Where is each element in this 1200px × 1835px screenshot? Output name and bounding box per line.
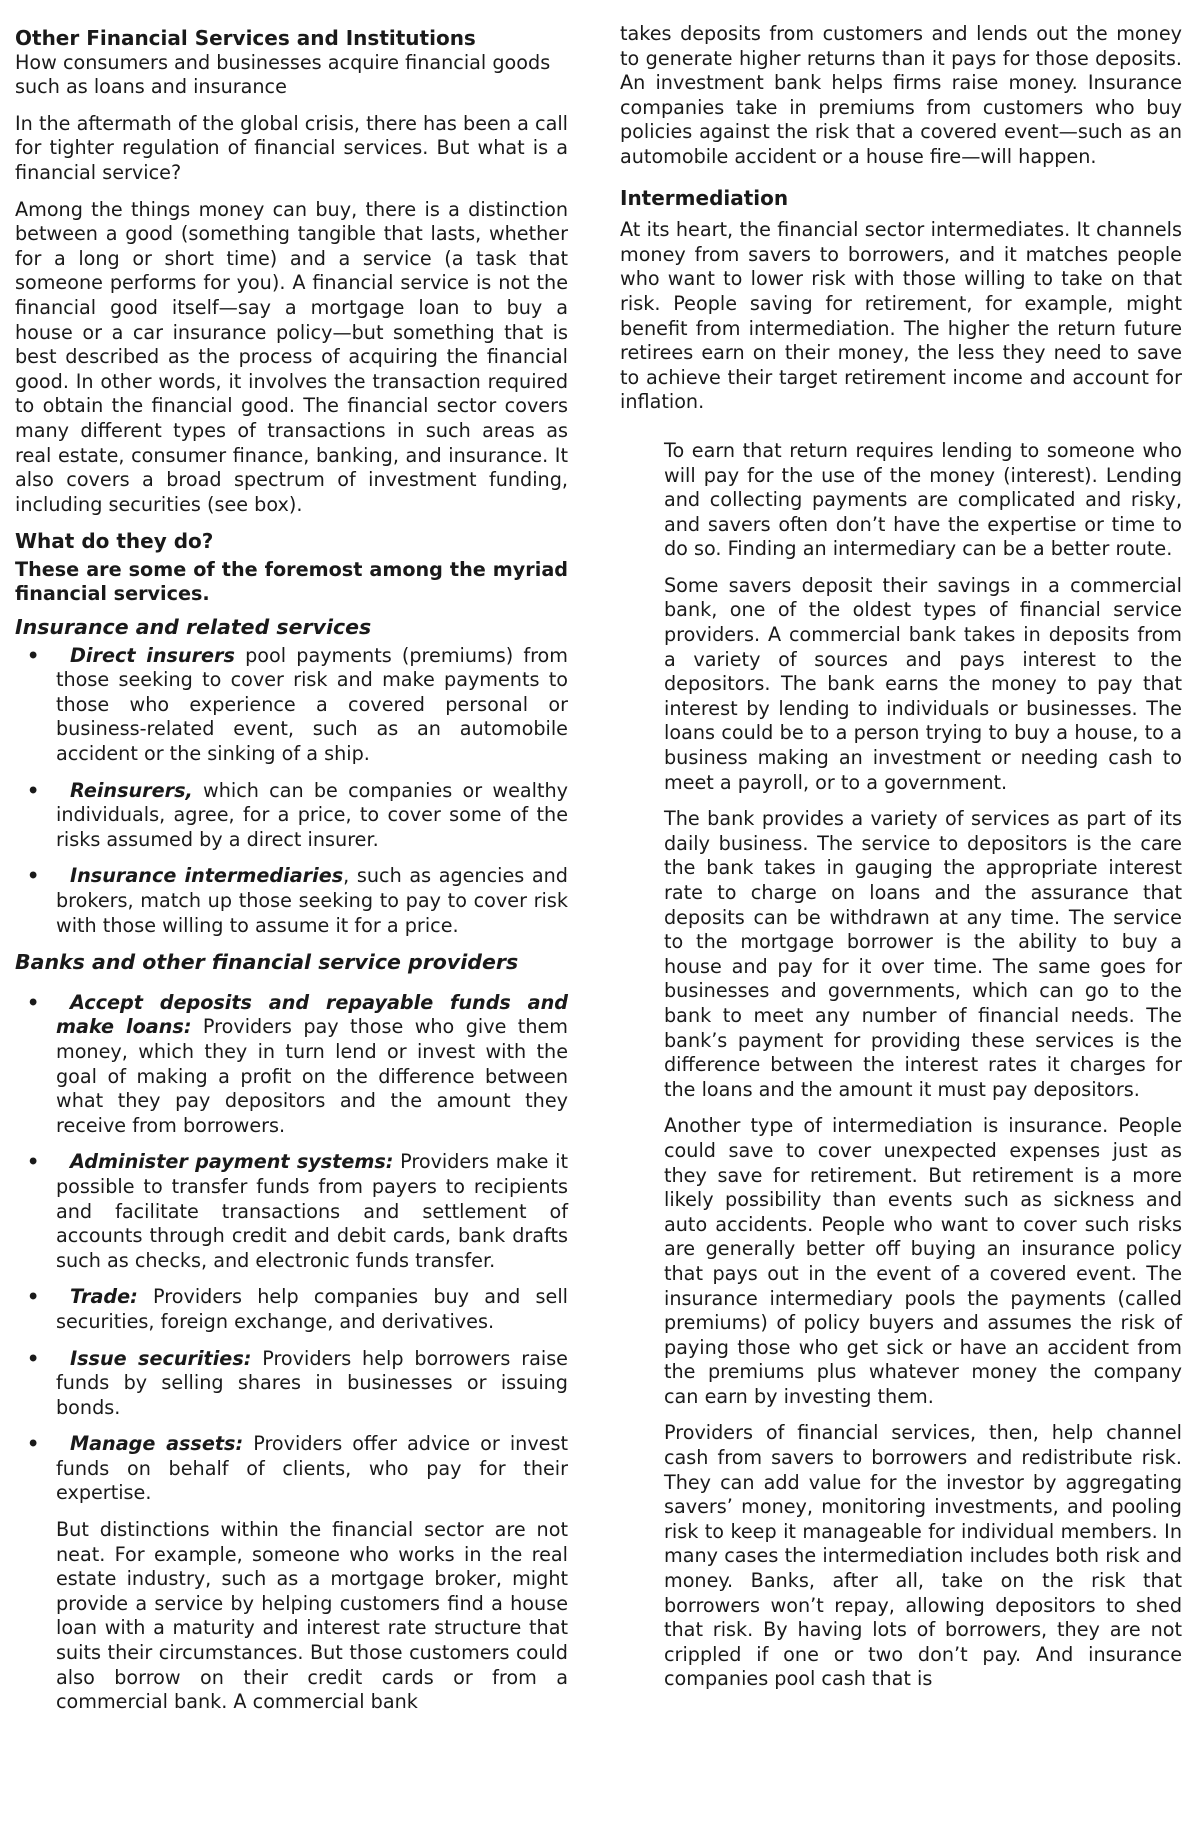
intermediation-heading: Intermediation — [620, 185, 789, 210]
list-item-trade — [15, 1285, 568, 1334]
intermediation-paragraph-4: The bank provides a variety of services as part of its daily business. The service to depositors is the care the bank takes in gauging the appropriate interest rate to charge on loans and the assurance that deposits can be withdrawn at any time. The service to the mortgage borrower is the ability to buy a house and pay for it over time. The same goes for businesses and governments, which can go to the bank to meet any number of financial needs. The bank’s payment for providing these services is the difference between the interest rates it charges for the loans and the amount it must pay depositors. — [664, 807, 1182, 1101]
article-subtitle: How consumers and businesses acquire financial goods such as loans and insurance — [15, 50, 551, 99]
list-item-term: Issue securities: — [70, 1346, 252, 1370]
list-item-term: Direct insurers — [70, 643, 235, 667]
list-item-term: Reinsurers, — [70, 778, 193, 802]
bullet-icon: • — [27, 1346, 40, 1370]
bullet-icon: • — [27, 864, 40, 888]
intro-paragraph: In the aftermath of the global crisis, there has been a call for tighter regulation of financial services. But what is a financial service? — [15, 111, 568, 184]
list-item-term: Insurance intermediaries — [70, 864, 344, 888]
insurance-heading: Insurance and related services — [15, 615, 372, 640]
list-item-text: which can be companies or wealthy individuals, agree, for a price, to cover some of the risks assumed by a direct insurer. — [56, 778, 568, 851]
box-closing-continued: takes deposits from customers and lends out the money to generate higher returns than it pays for those deposits. An investment bank helps firms raise money. Insurance companies take in premiums from customers who buy policies against the risk that a covered event—such as an automobile accident or a house fire—will happen. — [620, 22, 1182, 168]
box-closing-paragraph: But distinctions within the financial sector are not neat. For example, someone who works in the real estate industry, such as a mortgage broker, might provide a service by helping customers find a house loan with a maturity and interest rate structure that suits their circumstances. But those customers could also borrow on their credit cards or from a commercial bank. A commercial bank — [56, 1518, 568, 1714]
right-column — [620, 22, 1182, 1704]
article-title: Other Financial Services and Institutions — [15, 26, 476, 50]
intermediation-paragraph-6: Providers of financial services, then, help channel cash from savers to borrowers and redistribute risk. They can add value for the investor by aggregating savers’ money, monitoring investments, and pooling risk to keep it manageable for individual members. In many cases the intermediation includes both risk and money. Banks, after all, take on the risk that borrowers won’t repay, allowing depositors to shed that risk. By having lots of borrowers, they are not crippled if one or two don’t pay. And insurance companies pool cash that is — [664, 1421, 1182, 1691]
bullet-icon: • — [27, 990, 40, 1014]
intermediation-paragraph-3: Some savers deposit their savings in a commercial bank, one of the oldest types of financial service providers. A commercial bank takes in deposits from a variety of sources and pays interest to the depositors. The bank earns the money to pay that interest by lending to individuals or businesses. The loans could be to a person trying to buy a house, to a business making an investment or needing cash to meet a payroll, or to a government. — [664, 573, 1182, 794]
list-item-text: pool payments (premiums) from those seeking to cover risk and make payments to those who experience a covered personal or business-related event, such as an automobile accident or the sinking of a ship. — [56, 643, 568, 766]
intermediation-paragraph-5: Another type of intermediation is insurance. People could save to cover unexpected expenses just as they save for retirement. But retirement is a more likely possibility than events such as sickness and auto accidents. People who want to cover such risks are generally better off buying an insurance policy that pays out in the event of a covered event. The insurance intermediary pools the payments (called premiums) of policy buyers and assumes the risk of paying those who get sick or have an accident from the premiums plus whatever money the company can earn by investing them. — [664, 1114, 1182, 1408]
bullet-icon: • — [27, 1432, 40, 1456]
list-item-issue-securities — [15, 1347, 568, 1421]
bullet-icon: • — [27, 1285, 40, 1309]
list-item-payment-systems — [15, 1150, 568, 1273]
banks-list — [15, 991, 568, 1506]
banks-heading: Banks and other financial service providers — [15, 950, 519, 975]
list-item-text: Providers make it possible to transfer funds from payers to recipients and facilitate transactions and settlement of accounts through credit and debit cards, bank drafts such as checks, and electronic funds transfer. — [56, 1150, 569, 1272]
left-column — [15, 22, 568, 1727]
list-item-insurance-intermediaries — [15, 864, 568, 938]
list-item-term: Administer payment systems: — [70, 1150, 394, 1174]
list-item-text: , such as agencies and brokers, match up those seeking to pay to cover risk with those willing to assume it for a price. — [56, 864, 568, 937]
list-item-manage-assets — [15, 1432, 568, 1506]
sidebar-box — [15, 529, 568, 1715]
intermediation-paragraph-2: To earn that return requires lending to someone who will pay for the use of the money (interest). Lending and collecting payments are complicated and risky, and savers often don’t have the expertise or time to do so. Finding an intermediary can be a better route. — [664, 438, 1182, 561]
intermediation-paragraph-1: At its heart, the financial sector intermediates. It channels money from savers to borrowers, and it matches people who want to lower risk with those willing to take on that risk. People saving for retirement, for example, might benefit from intermediation. The higher the return future retirees earn on their money, the less they need to save to achieve their target retirement income and account for inflation. — [620, 218, 1182, 414]
list-item-accept-deposits — [15, 991, 568, 1139]
list-item-direct-insurers — [15, 644, 568, 767]
list-item-text: Providers help borrowers raise funds by selling shares in businesses or issuing bonds. — [56, 1346, 568, 1419]
bullet-icon: • — [27, 643, 40, 667]
list-item-reinsurers — [15, 779, 568, 853]
box-lead: These are some of the foremost among the myriad financial services. — [15, 557, 568, 606]
list-item-term: Manage assets: — [70, 1432, 244, 1456]
list-item-term: Accept deposits and repayable funds and make loans: — [56, 990, 568, 1039]
insurance-list — [15, 644, 568, 939]
definition-paragraph: Among the things money can buy, there is a distinction between a good (something tangible that lasts, whether for a long or short time) and a service (a task that someone performs for you). A financial service is not the financial good itself—say a mortgage loan to buy a house or a car insurance policy—but something that is best described as the process of acquiring the financial good. In other words, it involves the transaction required to obtain the financial good. The financial sector covers many different types of transactions in such areas as real estate, consumer finance, banking, and insurance. It also covers a broad spectrum of investment funding, including securities (see box). — [15, 197, 568, 516]
list-item-term: Trade: — [70, 1285, 138, 1309]
box-heading: What do they do? — [15, 529, 214, 554]
list-item-text: Providers offer advice or invest funds on behalf of clients, who pay for their expertise. — [56, 1432, 568, 1505]
bullet-icon: • — [27, 1150, 40, 1174]
list-item-text: Providers pay those who give them money, which they in turn lend or invest with the goal of making a profit on the difference between what they pay depositors and the amount they receive from borrowers. — [56, 1015, 568, 1137]
list-item-text: Providers help companies buy and sell securities, foreign exchange, and derivatives. — [56, 1285, 568, 1333]
bullet-icon: • — [27, 778, 40, 802]
